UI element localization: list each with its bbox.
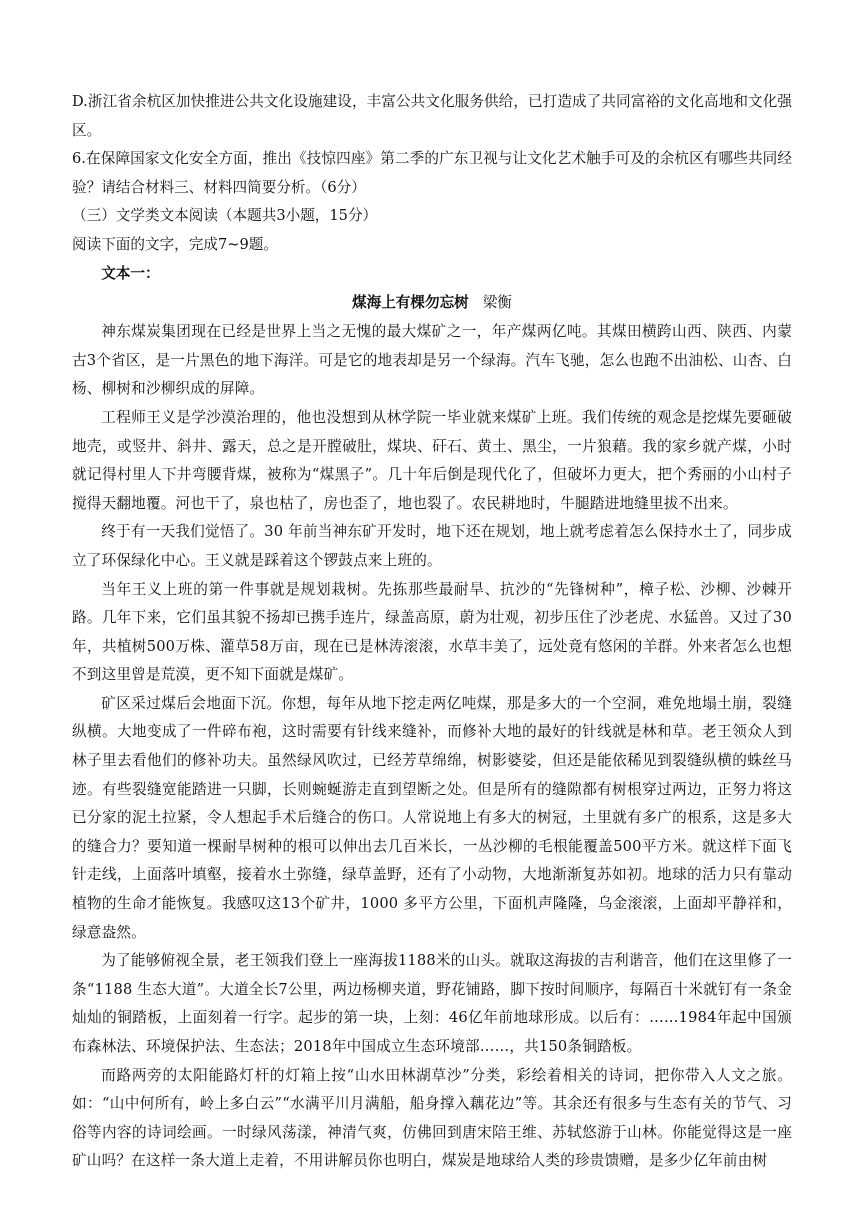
- article-paragraph: 工程师王义是学沙漠治理的，他也没想到从林学院一毕业就来煤矿上班。我们传统的观念是挖煤先要砸破地壳，或竖井、斜井、露天，总之是开膛破肚，煤块、矸石、黄土、黑尘，一片狼藉。我的家乡就产煤，小时就记得村里人下井弯腰背煤，被称为“煤黑子”。几十年后倒是现代化了，但破坏力更大，把个秀丽的小山村子搅得天翻地覆。河也干了，泉也枯了，房也歪了，地也裂了。农民耕地时，牛腿踏进地缝里拔不出来。: [72, 408, 792, 512]
- article-paragraph: 矿区采过煤后会地面下沉。你想，每年从地下挖走两亿吨煤，那是多大的一个空洞，难免地塌土崩，裂缝纵横。大地变成了一件碎布袍，这时需要有针线来缝补，而修补大地的最好的针线就是林和草。老王领众人到林子里去看他们的修补功夫。虽然绿风吹过，已经芳草绵绵，树影婆娑，但还是能依稀见到裂缝纵横的蛛丝马迹。有些裂缝宽能踏进一只脚，长则蜿蜒游走直到望断之处。但是所有的缝隙都有树根穿过两边，正努力将这已分家的泥土拉紧，令人想起手术后缝合的伤口。人常说地上有多大的树冠，土里就有多广的根系，这是多大的缝合力？要知道一棵耐旱树种的根可以伸出去几百米长，一丛沙柳的毛根能覆盖500平方米。就这样下面飞针走线，上面落叶填壑，接着水土弥缝，绿草盖野，还有了小动物，大地渐渐复苏如初。地球的活力只有靠动植物的生命才能恢复。我感叹这13个矿井，1000 多平方公里，下面机声隆隆，乌金滚滚，上面却平静祥和，绿意盎然。: [72, 694, 792, 941]
- article-title: 煤海上有棵勿忘树: [352, 294, 469, 312]
- document-page: [72, 88, 792, 1176]
- article-paragraph: 神东煤炭集团现在已经是世界上当之无愧的最大煤矿之一，年产煤两亿吨。其煤田横跨山西、陕西、内蒙古3个省区，是一片黑色的地下海洋。可是它的地表却是另一个绿海。汽车飞驰，怎么也跑不出油松、山杏、白杨、柳树和沙柳织成的屏障。: [72, 323, 792, 398]
- article-paragraph: 当年王义上班的第一件事就是规划栽树。先拣那些最耐旱、抗沙的“先锋树种”，樟子松、沙柳、沙棘开路。几年下来，它们虽其貌不扬却已携手连片，绿盖高原，蔚为壮观，初步压住了沙老虎、水猛兽。又过了30年，共植树500万株、灌草58万亩，现在已是林涛滚滚，水草丰美了，远处竟有悠闲的羊群。外来者怎么也想不到这里曾是荒漠，更不知下面就是煤矿。: [72, 580, 792, 684]
- section-heading: （三）文学类文本阅读（本题共3小题，15分）: [72, 207, 378, 225]
- option-d: D.浙江省余杭区加快推进公共文化设施建设，丰富公共文化服务供给，已打造成了共同富裕的文化高地和文化强区。: [72, 93, 792, 139]
- question-6: 6.在保障国家文化安全方面，推出《技惊四座》第二季的广东卫视与让文化艺术触手可及的余杭区有哪些共同经验？请结合材料三、材料四简要分析。（6分）: [72, 150, 792, 196]
- reading-instruction: 阅读下面的文字，完成7~9题。: [72, 235, 278, 253]
- article-paragraph: 终于有一天我们觉悟了。30 年前当神东矿开发时，地下还在规划，地上就考虑着怎么保持水土了，同步成立了环保绿化中心。王义就是踩着这个锣鼓点来上班的。: [72, 523, 792, 569]
- article-author: 梁衡: [482, 294, 512, 312]
- article-paragraph: 而路两旁的太阳能路灯杆的灯箱上按“山水田林湖草沙”分类，彩绘着相关的诗词，把你带入人文之旅。如：“山中何所有，岭上多白云”“水满平川月满船，船身撑入藕花边”等。其余还有很多与生态有关的节气、习俗等内容的诗词绘画。一时绿风荡漾，神清气爽，仿佛回到唐宋陪王维、苏轼悠游于山林。你能觉得这是一座矿山吗？在这样一条大道上走着，不用讲解员你也明白，煤炭是地球给人类的珍贵馈赠，是多少亿年前由树: [72, 1066, 792, 1170]
- text-one-label: 文本一：: [101, 264, 160, 282]
- article-paragraph: 为了能够俯视全景，老王领我们登上一座海拔1188米的山头。就取这海拔的吉利谐音，他们在这里修了一条“1188 生态大道”。大道全长7公里，两边杨柳夹道，野花铺路，脚下按时间顺序，每隔百十米就钉有一条金灿灿的铜踏板，上面刻着一行字。起步的第一块，上刻：46亿年前地球形成。以后有：……1984年起中国颁布森林法、环境保护法、生态法；2018年中国成立生态环境部……，共150条铜踏板。: [72, 952, 792, 1055]
- article-title-row: [72, 288, 792, 318]
